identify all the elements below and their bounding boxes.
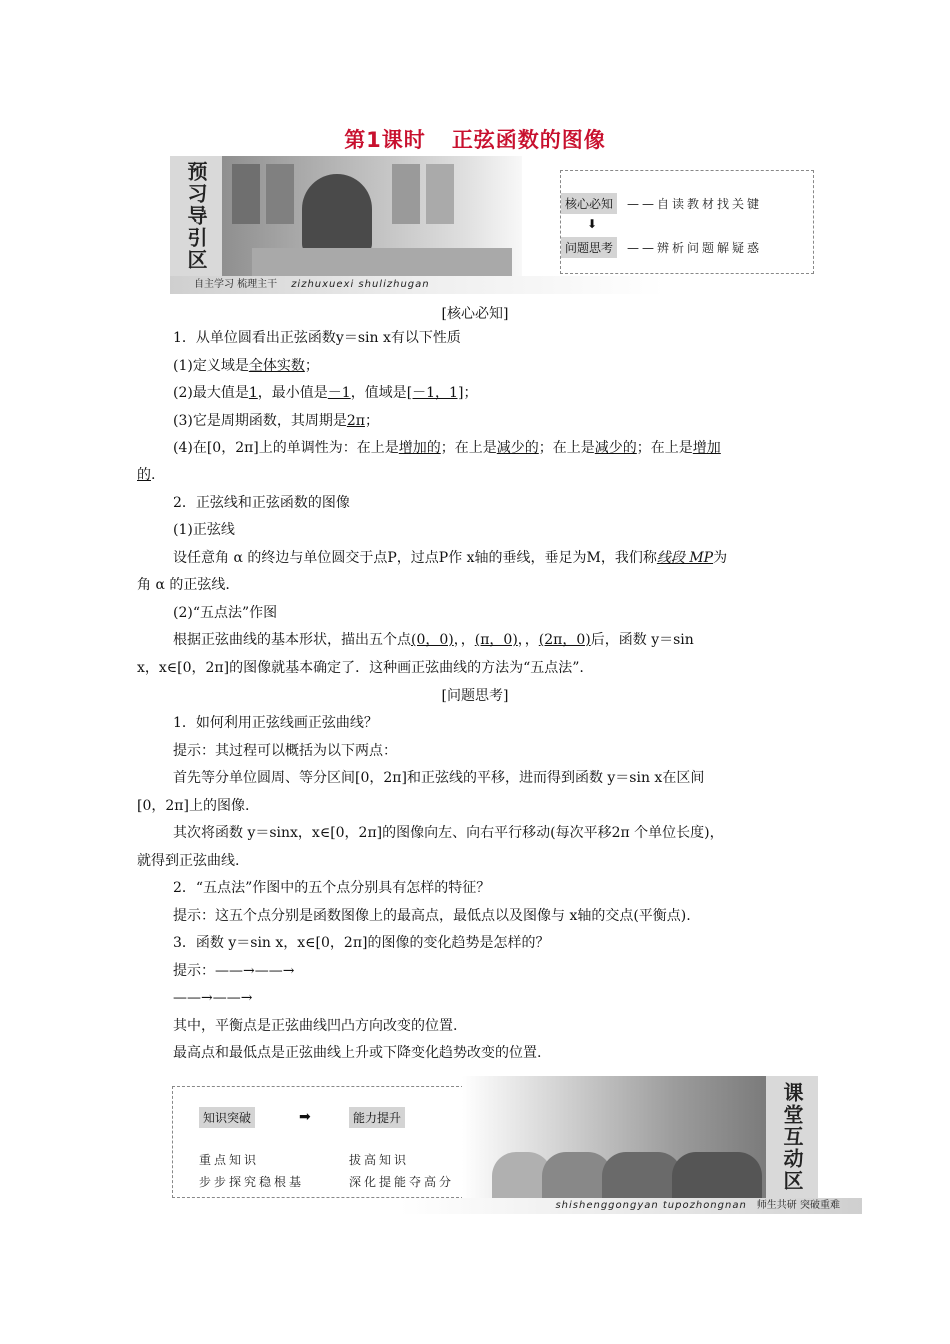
para-sine-line-sub: (1)正弦线 (173, 522, 235, 538)
tag-ability-improve: 能力提升 (349, 1107, 405, 1128)
left-line1: 重点知识 (199, 1153, 260, 1167)
question-2-hint: 提示：这五个点分别是函数图像上的最高点，最低点以及图像与 x轴的交点(平衡点). (173, 908, 691, 924)
question-3-trend: ——→——→ (173, 990, 253, 1006)
student-reading-photo (222, 156, 522, 276)
right-line2: 深化提能夺高分 (349, 1175, 455, 1189)
para-domain: (1)定义域是全体实数； (173, 358, 319, 374)
banner-pinyin-bottom: shishenggongyan tupozhongnan (555, 1200, 747, 1211)
question-3-line4: 最高点和最低点是正弦曲线上升或下降变化趋势改变的位置. (173, 1045, 542, 1061)
question-1-line1: 首先等分单位圆周、等分区间[0，2π]和正弦线的平移，进而得到函数 y＝sin x在区间 (173, 770, 705, 786)
banner-subtitle-bottom: 师生共研 突破重难 (756, 1200, 840, 1211)
banner-guide-box-bottom (172, 1086, 464, 1198)
para-range: (2)最大值是1，最小值是－1，值域是[－1，1]； (173, 385, 478, 401)
para-five-point-title: (2)“五点法”作图 (173, 605, 278, 621)
para-five-point-desc-cont: x，x∈[0，2π]的图像就基本确定了．这种画正弦曲线的方法为“五点法”. (137, 660, 584, 676)
para-sine-line-title: 2．正弦线和正弦函数的图像 (173, 495, 350, 511)
question-1-hint: 提示：其过程可以概括为以下两点： (173, 743, 397, 759)
preview-banner (170, 156, 815, 294)
tag-core-desc: ——自读教材找关键 (627, 197, 763, 211)
lesson-number: 第1课时 (344, 128, 426, 152)
para-sine-line-def-cont: 角 α 的正弦线. (137, 577, 230, 593)
para-sine-line-def: 设任意角 α 的终边与单位圆交于点P，过点P作 x轴的垂线，垂足为M，我们称线段 MP为 (173, 550, 728, 566)
tag-question: 问题思考 (561, 237, 617, 258)
arrow-down-icon: ⬇ (587, 217, 598, 231)
question-1-line2: [0，2π]上的图像. (137, 798, 250, 814)
question-3-line3: 其中，平衡点是正弦曲线凹凸方向改变的位置. (173, 1018, 458, 1034)
question-2: 2．“五点法”作图中的五个点分别具有怎样的特征？ (173, 880, 491, 896)
right-line1: 拔高知识 (349, 1153, 410, 1167)
question-3: 3．函数 y＝sin x，x∈[0，2π]的图像的变化趋势是怎样的？ (173, 935, 550, 951)
left-line2: 步步探究稳根基 (199, 1175, 305, 1189)
question-1-line4: 就得到正弦曲线. (137, 853, 240, 869)
para-five-point-desc: 根据正弦曲线的基本形状，描出五个点(0，0)，，(π，0)，，(2π，0)后，函数 y＝sin (173, 632, 694, 648)
classroom-photo (462, 1076, 766, 1198)
banner-vertical-title: 预习导引区 (170, 156, 222, 276)
page-title (0, 124, 950, 154)
para-properties-intro: 1．从单位圆看出正弦函数y＝sin x有以下性质 (173, 330, 461, 346)
classroom-banner (170, 1076, 840, 1214)
tag-question-desc: ——辨析问题解疑惑 (627, 241, 763, 255)
banner-guide-box (560, 170, 814, 274)
banner-subtitle: 自主学习 梳理主干 (194, 279, 278, 290)
arrow-right-icon: ➡ (299, 1109, 311, 1125)
section-heading-questions: [问题思考] (441, 688, 509, 704)
banner-vertical-title-bottom: 课堂互动区 (766, 1076, 818, 1198)
para-monotonicity: (4)在[0，2π]上的单调性为：在上是增加的；在上是减少的；在上是减少的；在上是增加 (173, 440, 721, 456)
para-monotonicity-cont: 的. (137, 467, 156, 483)
question-1-line3: 其次将函数 y＝sinx，x∈[0，2π]的图像向左、向右平行移动(每次平移2π 个单位长度)， (173, 825, 724, 841)
tag-knowledge-breakthrough: 知识突破 (199, 1107, 255, 1128)
tag-core-knowledge: 核心必知 (561, 193, 617, 214)
para-period: (3)它是周期函数，其周期是2π； (173, 413, 379, 429)
banner-subtitle-strip (170, 276, 664, 294)
banner-pinyin: zizhuxuexi shulizhugan (291, 279, 430, 290)
lesson-title: 正弦函数的图像 (451, 128, 606, 152)
banner-subtitle-strip-bottom (400, 1198, 862, 1214)
question-3-hint: 提示：——→——→ (173, 963, 295, 979)
question-1: 1．如何利用正弦线画正弦曲线？ (173, 715, 378, 731)
section-heading-core: [核心必知] (441, 306, 509, 322)
